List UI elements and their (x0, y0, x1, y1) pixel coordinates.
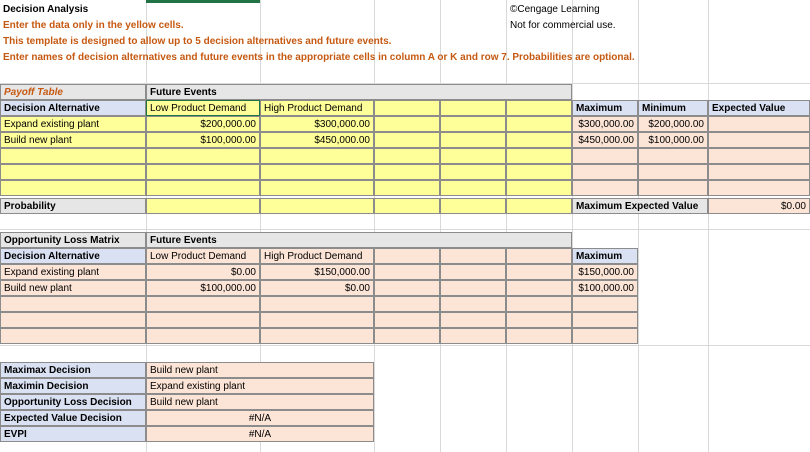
expected-value-decision-label: Expected Value Decision (0, 410, 146, 426)
opportunity-loss-value: Build new plant (146, 394, 374, 410)
regret-alt-1: Expand existing plant (0, 264, 146, 280)
regret-cell: $0.00 (146, 264, 260, 280)
probability-cell[interactable] (146, 198, 260, 214)
payoff-alt-5[interactable] (0, 180, 146, 196)
sheet-title: Decision Analysis (3, 4, 89, 15)
regret-row-maximum (572, 328, 638, 344)
regret-cell (506, 312, 572, 328)
opportunity-loss-label: Opportunity Loss Decision (0, 394, 146, 410)
regret-cell (440, 264, 506, 280)
row-minimum: $200,000.00 (638, 116, 708, 132)
probability-cell[interactable] (260, 198, 374, 214)
regret-cell (440, 312, 506, 328)
regret-event-4 (440, 248, 506, 264)
gridline (708, 0, 709, 452)
maximin-value: Expand existing plant (146, 378, 374, 394)
expected-value-header: Expected Value (708, 100, 810, 116)
row-maximum (572, 180, 638, 196)
maximax-value: Build new plant (146, 362, 374, 378)
regret-event-1: Low Product Demand (146, 248, 260, 264)
row-expected-value (708, 148, 810, 164)
instruction-1: Enter the data only in the yellow cells. (3, 20, 184, 31)
instruction-2: This template is designed to allow up to 5 decision alternatives and future events. (3, 36, 392, 47)
regret-future-events-header: Future Events (146, 232, 572, 248)
payoff-cell[interactable] (146, 164, 260, 180)
regret-alt-2: Build new plant (0, 280, 146, 296)
row-maximum (572, 148, 638, 164)
regret-cell (260, 296, 374, 312)
row-expected-value (708, 164, 810, 180)
active-column-indicator (146, 0, 260, 3)
payoff-cell[interactable] (506, 164, 572, 180)
evpi-label: EVPI (0, 426, 146, 442)
payoff-future-events-header: Future Events (146, 84, 572, 100)
regret-cell (440, 328, 506, 344)
regret-cell (260, 328, 374, 344)
payoff-cell[interactable] (506, 180, 572, 196)
payoff-event-3[interactable] (374, 100, 440, 116)
row-expected-value (708, 132, 810, 148)
row-minimum: $100,000.00 (638, 132, 708, 148)
payoff-alt-2[interactable]: Build new plant (0, 132, 146, 148)
regret-cell (374, 312, 440, 328)
regret-cell (440, 296, 506, 312)
payoff-alt-3[interactable] (0, 148, 146, 164)
payoff-cell[interactable] (260, 180, 374, 196)
payoff-alt-1[interactable]: Expand existing plant (0, 116, 146, 132)
regret-cell (506, 280, 572, 296)
payoff-cell[interactable] (374, 116, 440, 132)
payoff-event-1[interactable]: Low Product Demand (146, 100, 260, 116)
payoff-cell[interactable] (506, 116, 572, 132)
regret-row-maximum: $100,000.00 (572, 280, 638, 296)
gridline (506, 0, 507, 452)
row-minimum (638, 148, 708, 164)
row-expected-value (708, 116, 810, 132)
regret-maximum-header: Maximum (572, 248, 638, 264)
regret-cell (146, 312, 260, 328)
payoff-cell[interactable] (440, 148, 506, 164)
payoff-cell[interactable]: $100,000.00 (146, 132, 260, 148)
gridline (638, 0, 639, 452)
gridline (440, 0, 441, 452)
payoff-event-2[interactable]: High Product Demand (260, 100, 374, 116)
regret-cell (374, 296, 440, 312)
payoff-cell[interactable] (374, 132, 440, 148)
regret-cell (440, 280, 506, 296)
max-expected-value-label: Maximum Expected Value (572, 198, 708, 214)
payoff-alt-header: Decision Alternative (0, 100, 146, 116)
payoff-table-label: Payoff Table (0, 84, 146, 100)
regret-row-maximum (572, 296, 638, 312)
regret-alt-3 (0, 296, 146, 312)
regret-alt-5 (0, 328, 146, 344)
payoff-cell[interactable] (374, 148, 440, 164)
gridline (572, 0, 573, 452)
gridline (0, 229, 810, 230)
instruction-3: Enter names of decision alternatives and future events in the appropriate cells in column A or K and row 7. Probabilities are optional. (3, 52, 635, 63)
probability-cell[interactable] (374, 198, 440, 214)
row-expected-value (708, 180, 810, 196)
notice: Not for commercial use. (510, 20, 616, 31)
payoff-cell[interactable] (146, 180, 260, 196)
regret-alt-4 (0, 312, 146, 328)
payoff-event-4[interactable] (440, 100, 506, 116)
regret-event-3 (374, 248, 440, 264)
maximax-label: Maximax Decision (0, 362, 146, 378)
regret-cell: $100,000.00 (146, 280, 260, 296)
payoff-cell[interactable]: $450,000.00 (260, 132, 374, 148)
payoff-cell[interactable] (374, 164, 440, 180)
payoff-cell[interactable] (260, 164, 374, 180)
regret-cell (506, 264, 572, 280)
regret-row-maximum: $150,000.00 (572, 264, 638, 280)
copyright: ©Cengage Learning (510, 4, 600, 15)
row-minimum (638, 164, 708, 180)
regret-cell (374, 328, 440, 344)
payoff-cell[interactable] (440, 164, 506, 180)
regret-event-5 (506, 248, 572, 264)
payoff-cell[interactable] (506, 132, 572, 148)
payoff-cell[interactable]: $200,000.00 (146, 116, 260, 132)
regret-cell (506, 296, 572, 312)
row-maximum: $450,000.00 (572, 132, 638, 148)
minimum-header: Minimum (638, 100, 708, 116)
regret-event-2: High Product Demand (260, 248, 374, 264)
row-maximum: $300,000.00 (572, 116, 638, 132)
evpi-value: #N/A (146, 426, 374, 442)
max-expected-value: $0.00 (708, 198, 810, 214)
regret-table-label: Opportunity Loss Matrix (0, 232, 146, 248)
probability-label: Probability (0, 198, 146, 214)
payoff-cell[interactable]: $300,000.00 (260, 116, 374, 132)
payoff-event-5[interactable] (506, 100, 572, 116)
probability-cell[interactable] (440, 198, 506, 214)
regret-cell (260, 312, 374, 328)
payoff-cell[interactable] (374, 180, 440, 196)
regret-cell (146, 296, 260, 312)
regret-cell (374, 264, 440, 280)
payoff-cell[interactable] (146, 148, 260, 164)
regret-cell (506, 328, 572, 344)
expected-value-decision-value: #N/A (146, 410, 374, 426)
gridline (0, 345, 810, 346)
row-minimum (638, 180, 708, 196)
regret-cell: $0.00 (260, 280, 374, 296)
payoff-cell[interactable] (440, 180, 506, 196)
regret-cell (146, 328, 260, 344)
row-maximum (572, 164, 638, 180)
regret-row-maximum (572, 312, 638, 328)
probability-cell[interactable] (506, 198, 572, 214)
payoff-cell[interactable] (440, 116, 506, 132)
regret-cell (374, 280, 440, 296)
regret-alt-header: Decision Alternative (0, 248, 146, 264)
payoff-cell[interactable] (260, 148, 374, 164)
payoff-alt-4[interactable] (0, 164, 146, 180)
payoff-cell[interactable] (440, 132, 506, 148)
maximin-label: Maximin Decision (0, 378, 146, 394)
payoff-cell[interactable] (506, 148, 572, 164)
gridline (374, 0, 375, 452)
regret-cell: $150,000.00 (260, 264, 374, 280)
maximum-header: Maximum (572, 100, 638, 116)
